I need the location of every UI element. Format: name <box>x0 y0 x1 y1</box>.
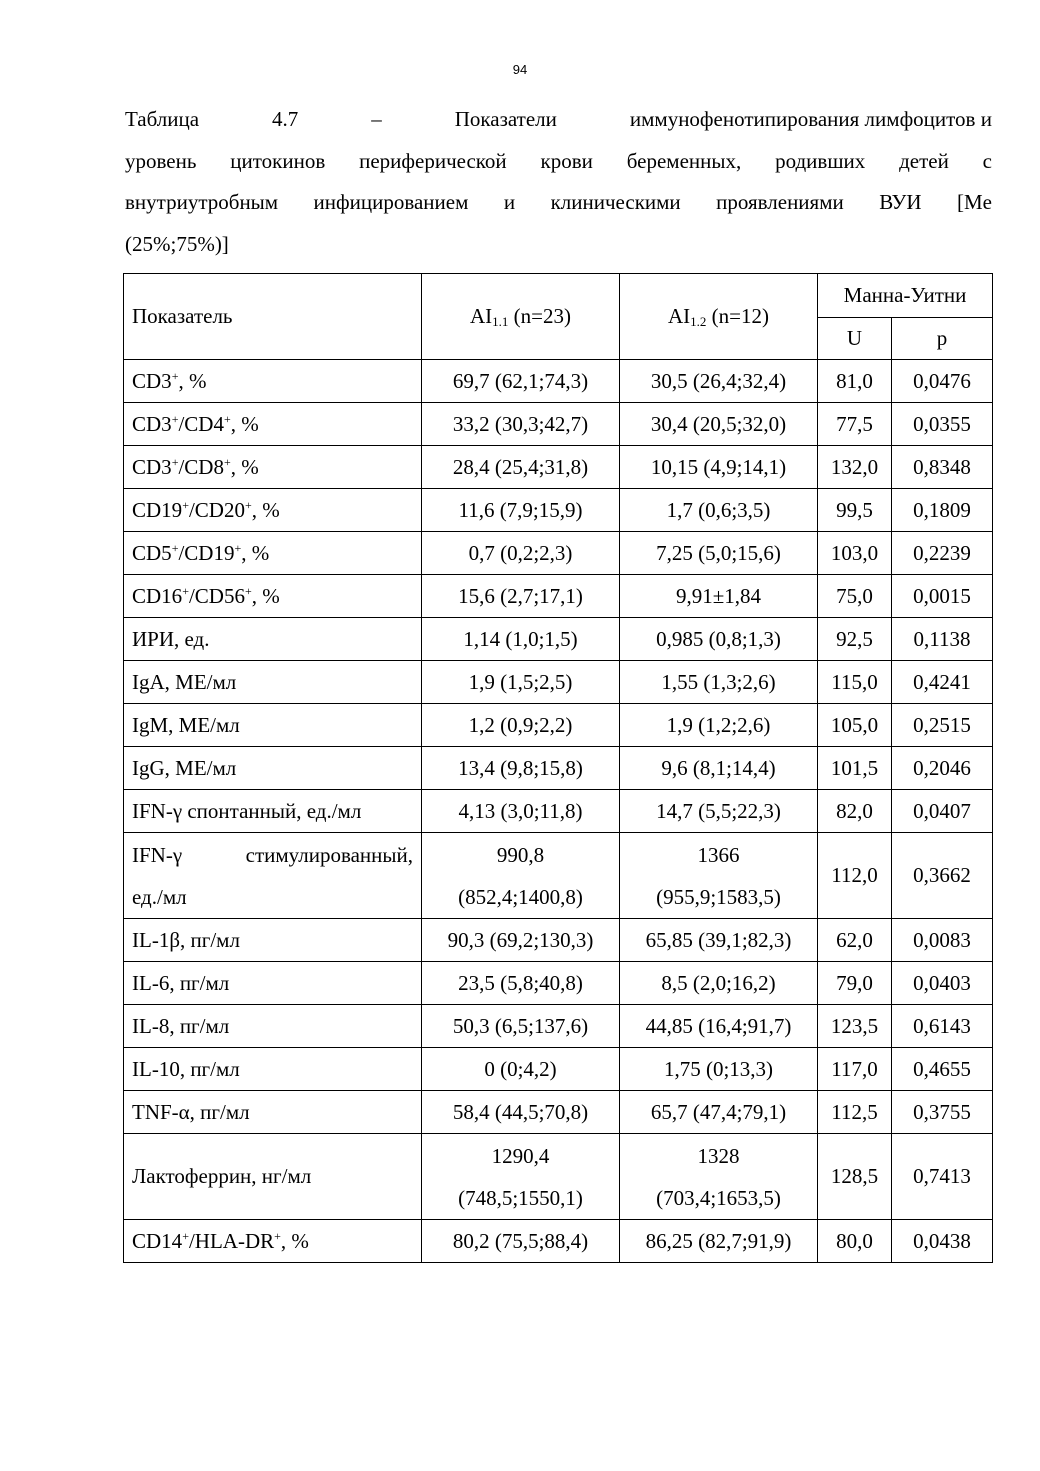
cell-u: 92,5 <box>818 618 892 661</box>
cell-p: 0,2515 <box>892 704 993 747</box>
cell-group-1: 69,7 (62,1;74,3) <box>422 360 620 403</box>
cell-p: 0,3755 <box>892 1091 993 1134</box>
cell-group-1: 80,2 (75,5;88,4) <box>422 1220 620 1263</box>
cell-p: 0,0083 <box>892 919 993 962</box>
cell-text: , % <box>230 411 259 436</box>
cell-p: 0,4241 <box>892 661 993 704</box>
cell-text: /CD20 <box>188 497 245 522</box>
cell-group-2: 8,5 (2,0;16,2) <box>620 962 818 1005</box>
table-row <box>124 833 993 919</box>
superscript: + <box>244 497 252 512</box>
cell-text: IFN-γ спонтанный, ед./мл <box>132 798 362 823</box>
cell-indicator <box>124 532 422 575</box>
cell-group-2: 30,5 (26,4;32,4) <box>620 360 818 403</box>
cell-indicator <box>124 1220 422 1263</box>
cell-indicator <box>124 962 422 1005</box>
cell-u: 103,0 <box>818 532 892 575</box>
cell-line <box>132 834 413 876</box>
cell-line: 990,8 <box>496 842 545 867</box>
cell-u: 99,5 <box>818 489 892 532</box>
cell-group-1: 1,14 (1,0;1,5) <box>422 618 620 661</box>
cell-text: TNF-α, пг/мл <box>132 1099 250 1124</box>
caption-word: 4.7 <box>272 107 299 131</box>
cell-line: (852,4;1400,8) <box>458 884 583 909</box>
cell-text: CD3 <box>132 411 172 436</box>
cell-indicator <box>124 575 422 618</box>
results-table <box>123 273 993 1263</box>
table-row <box>124 446 993 489</box>
cell-text: CD3 <box>132 368 172 393</box>
table-row <box>124 1134 993 1220</box>
superscript: + <box>182 583 189 598</box>
table-row <box>124 704 993 747</box>
cell-text: /CD56 <box>188 583 245 608</box>
cell-text: CD5 <box>132 540 172 565</box>
cell-text: IgA, МЕ/мл <box>132 669 237 694</box>
cell-text: IFN-γ <box>132 842 183 867</box>
cell-group-2: 9,6 (8,1;14,4) <box>620 747 818 790</box>
cell-group-2: 1,9 (1,2;2,6) <box>620 704 818 747</box>
cell-p: 0,7413 <box>892 1134 993 1220</box>
cell-group-2: 0,985 (0,8;1,3) <box>620 618 818 661</box>
cell-group-1: 1,2 (0,9;2,2) <box>422 704 620 747</box>
cell-text: , % <box>230 454 259 479</box>
cell-text: , % <box>178 368 207 393</box>
cell-u: 82,0 <box>818 790 892 833</box>
cell-line <box>132 876 413 918</box>
cell-text: IgM, МЕ/мл <box>132 712 240 737</box>
table-row <box>124 618 993 661</box>
cell-group-2: 86,25 (82,7;91,9) <box>620 1220 818 1263</box>
cell-indicator <box>124 1005 422 1048</box>
cell-group-1: 1,9 (1,5;2,5) <box>422 661 620 704</box>
cell-group-2 <box>620 1134 818 1220</box>
cell-group-1: 13,4 (9,8;15,8) <box>422 747 620 790</box>
cell-u: 112,0 <box>818 833 892 919</box>
cell-text: IgG, МЕ/мл <box>132 755 237 780</box>
header-indicator: Показатель <box>124 274 422 360</box>
cell-p: 0,1809 <box>892 489 993 532</box>
cell-indicator <box>124 833 422 919</box>
cell-group-2: 10,15 (4,9;14,1) <box>620 446 818 489</box>
cell-text: CD14 <box>132 1228 183 1253</box>
caption-word: Таблица <box>125 107 200 131</box>
cell-group-2: 9,91±1,84 <box>620 575 818 618</box>
cell-group-2: 30,4 (20,5;32,0) <box>620 403 818 446</box>
table-row <box>124 489 993 532</box>
cell-p: 0,0438 <box>892 1220 993 1263</box>
cell-text: , % <box>280 1228 309 1253</box>
cell-group-1: 15,6 (2,7;17,1) <box>422 575 620 618</box>
cell-text: CD19 <box>132 497 183 522</box>
cell-text: , % <box>241 540 270 565</box>
cell-group-2: 1,75 (0;13,3) <box>620 1048 818 1091</box>
caption-word: – <box>371 107 382 131</box>
cell-text: /CD4 <box>178 411 224 436</box>
cell-line: 1290,4 <box>491 1143 550 1168</box>
cell-u: 101,5 <box>818 747 892 790</box>
superscript: + <box>234 540 242 555</box>
cell-text: CD16 <box>132 583 183 608</box>
cell-group-1: 90,3 (69,2;130,3) <box>422 919 620 962</box>
cell-text: IL-6, пг/мл <box>132 970 230 995</box>
table-row <box>124 532 993 575</box>
cell-line: (748,5;1550,1) <box>458 1185 583 1210</box>
cell-group-2: 65,7 (47,4;79,1) <box>620 1091 818 1134</box>
cell-u: 80,0 <box>818 1220 892 1263</box>
caption-line: внутриутробным инфицированием и клиническими проявлениями ВУИ [Me <box>125 190 992 214</box>
cell-u: 62,0 <box>818 919 892 962</box>
cell-group-1: 50,3 (6,5;137,6) <box>422 1005 620 1048</box>
cell-p: 0,2046 <box>892 747 993 790</box>
superscript: + <box>171 540 179 555</box>
cell-group-2: 1,55 (1,3;2,6) <box>620 661 818 704</box>
cell-line: (955,9;1583,5) <box>656 884 781 909</box>
superscript: + <box>171 411 179 426</box>
cell-p: 0,0476 <box>892 360 993 403</box>
table-row <box>124 1005 993 1048</box>
cell-text: Лактоферрин, нг/мл <box>132 1164 312 1188</box>
table-row <box>124 575 993 618</box>
cell-group-1: 0 (0;4,2) <box>422 1048 620 1091</box>
table-row <box>124 360 993 403</box>
caption-line: (25%;75%)] <box>125 231 229 256</box>
cell-indicator <box>124 919 422 962</box>
cell-p: 0,6143 <box>892 1005 993 1048</box>
cell-p: 0,0015 <box>892 575 993 618</box>
caption-line <box>125 99 992 141</box>
cell-indicator <box>124 403 422 446</box>
table-row <box>124 747 993 790</box>
table-row <box>124 1220 993 1263</box>
cell-group-1 <box>422 833 620 919</box>
cell-p: 0,0355 <box>892 403 993 446</box>
caption-line: уровень цитокинов периферической крови беременных, родивших детей с <box>125 148 992 173</box>
cell-group-2: 1,7 (0,6;3,5) <box>620 489 818 532</box>
cell-indicator <box>124 446 422 489</box>
cell-u: 115,0 <box>818 661 892 704</box>
cell-group-1: 0,7 (0,2;2,3) <box>422 532 620 575</box>
cell-u: 81,0 <box>818 360 892 403</box>
cell-indicator <box>124 1134 422 1220</box>
cell-group-1: 4,13 (3,0;11,8) <box>422 790 620 833</box>
cell-group-1: 33,2 (30,3;42,7) <box>422 403 620 446</box>
header-p: p <box>892 318 993 360</box>
table-row <box>124 962 993 1005</box>
cell-text: ИРИ, ед. <box>132 626 210 651</box>
cell-indicator <box>124 489 422 532</box>
superscript: + <box>182 497 189 512</box>
cell-p: 0,4655 <box>892 1048 993 1091</box>
cell-indicator <box>124 618 422 661</box>
cell-u: 79,0 <box>818 962 892 1005</box>
cell-u: 112,5 <box>818 1091 892 1134</box>
table-row <box>124 403 993 446</box>
cell-indicator <box>124 704 422 747</box>
table-row <box>124 790 993 833</box>
cell-text: стимулированный, <box>245 842 413 867</box>
cell-group-1: 58,4 (44,5;70,8) <box>422 1091 620 1134</box>
cell-u: 123,5 <box>818 1005 892 1048</box>
cell-text: /CD8 <box>178 454 224 479</box>
cell-text: ед./мл <box>132 884 187 909</box>
header-mann-whitney: Манна-Уитни <box>818 274 993 318</box>
superscript: + <box>171 454 179 469</box>
cell-p: 0,3662 <box>892 833 993 919</box>
superscript: + <box>182 1228 189 1243</box>
cell-group-1: 28,4 (25,4;31,8) <box>422 446 620 489</box>
cell-p: 0,0407 <box>892 790 993 833</box>
cell-text: IL-10, пг/мл <box>132 1056 240 1081</box>
cell-p: 0,1138 <box>892 618 993 661</box>
header-group-1: $AI_{1.1}$ (n=23) <box>422 274 620 360</box>
cell-u: 117,0 <box>818 1048 892 1091</box>
cell-p: 0,2239 <box>892 532 993 575</box>
cell-group-2: 14,7 (5,5;22,3) <box>620 790 818 833</box>
caption-word: Показатели <box>454 107 557 131</box>
superscript: + <box>274 1228 281 1243</box>
cell-indicator <box>124 1091 422 1134</box>
cell-group-2 <box>620 833 818 919</box>
table-row <box>124 919 993 962</box>
cell-indicator <box>124 790 422 833</box>
header-u: U <box>818 318 892 360</box>
cell-text: /CD19 <box>178 540 235 565</box>
superscript: + <box>171 368 179 383</box>
cell-line: (703,4;1653,5) <box>656 1185 781 1210</box>
table-row <box>124 661 993 704</box>
cell-indicator <box>124 661 422 704</box>
cell-p: 0,8348 <box>892 446 993 489</box>
superscript: + <box>223 411 231 426</box>
cell-text: , % <box>251 583 280 608</box>
cell-p: 0,0403 <box>892 962 993 1005</box>
cell-indicator <box>124 1048 422 1091</box>
cell-text: IL-8, пг/мл <box>132 1013 230 1038</box>
cell-group-2: 44,85 (16,4;91,7) <box>620 1005 818 1048</box>
cell-group-1 <box>422 1134 620 1220</box>
header-group-2: $AI_{1.2}$ (n=12) <box>620 274 818 360</box>
caption-word: иммунофенотипирования лимфоцитов и <box>629 107 992 131</box>
cell-text: /HLA-DR <box>188 1228 275 1253</box>
cell-line: 1328 <box>697 1143 740 1168</box>
cell-group-2: 65,85 (39,1;82,3) <box>620 919 818 962</box>
cell-indicator <box>124 360 422 403</box>
cell-group-1: 23,5 (5,8;40,8) <box>422 962 620 1005</box>
cell-text: , % <box>251 497 280 522</box>
table-row <box>124 1048 993 1091</box>
page-number: 94 <box>512 62 528 77</box>
superscript: + <box>223 454 231 469</box>
cell-line: 1366 <box>697 842 740 867</box>
superscript: + <box>244 583 252 598</box>
cell-u: 77,5 <box>818 403 892 446</box>
cell-group-2: 7,25 (5,0;15,6) <box>620 532 818 575</box>
cell-text: IL-1β, пг/мл <box>132 927 240 952</box>
table-caption <box>125 99 992 265</box>
cell-indicator <box>124 747 422 790</box>
cell-u: 105,0 <box>818 704 892 747</box>
cell-u: 132,0 <box>818 446 892 489</box>
cell-text: CD3 <box>132 454 172 479</box>
cell-u: 75,0 <box>818 575 892 618</box>
cell-u: 128,5 <box>818 1134 892 1220</box>
table-row <box>124 1091 993 1134</box>
cell-group-1: 11,6 (7,9;15,9) <box>422 489 620 532</box>
